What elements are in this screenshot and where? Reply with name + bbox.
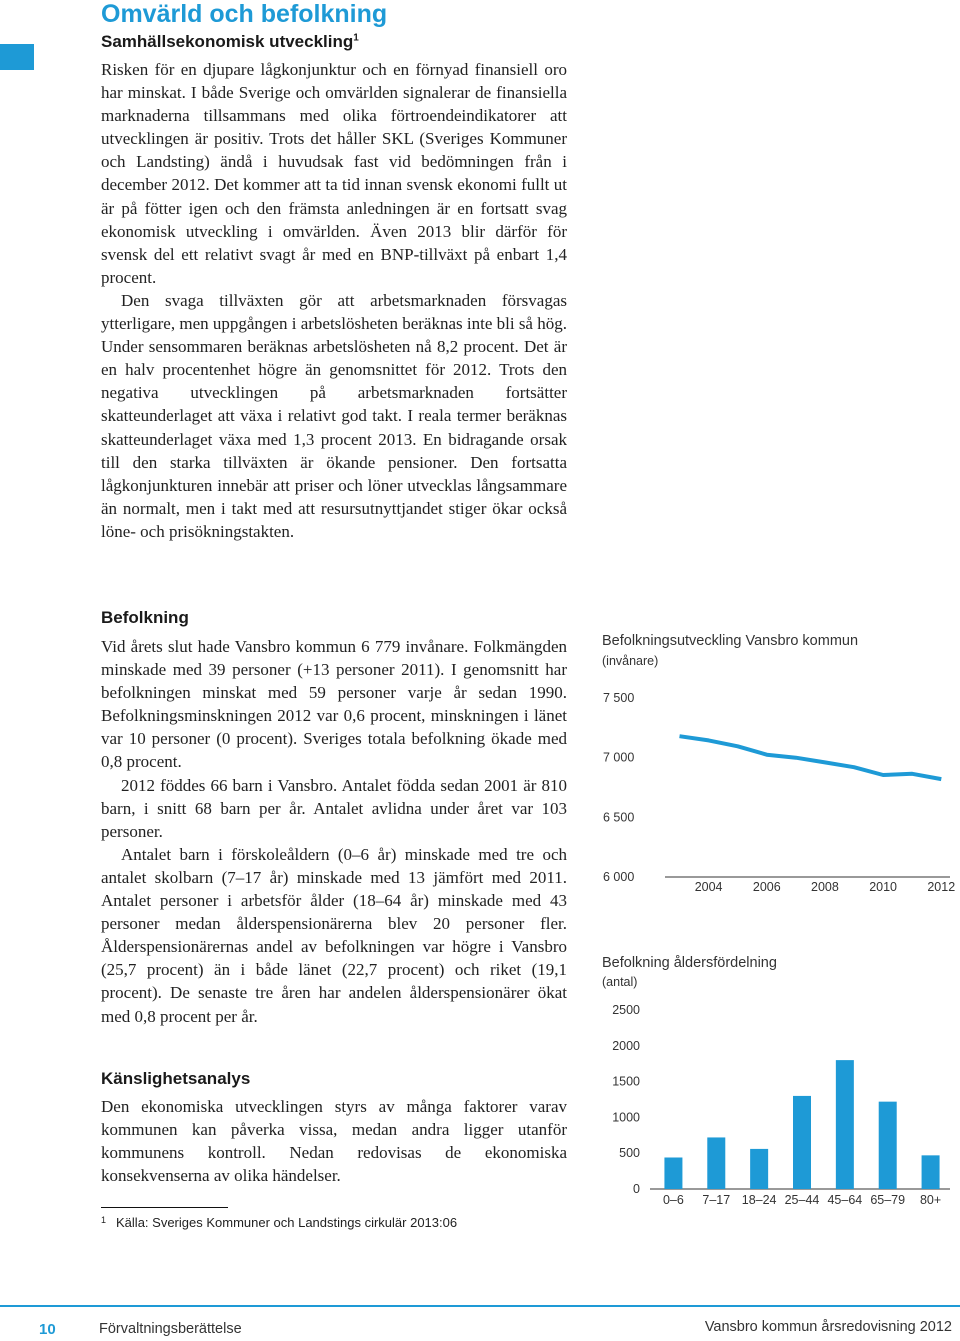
x-tick-label: 2008 bbox=[811, 880, 839, 894]
bar-2 bbox=[707, 1137, 725, 1189]
bar-chart-title: Befolkning åldersfördelning bbox=[602, 955, 777, 971]
footnote bbox=[101, 1215, 457, 1230]
y-tick-label: 1000 bbox=[612, 1110, 640, 1125]
footer-publication: Vansbro kommun årsredovisning 2012 bbox=[704, 1319, 952, 1335]
population-paragraph-3: Antalet barn i förskoleåldern (0–6 år) minskade med tre och antalet skolbarn (7–17 år) minskade med 13 jämfört med 2011. Antalet personer i arbetsför ålder (18–64 år) minskade med 43 personer medan ålderspensionärerna blev 20 personer fler. Ålderspensionärernas andel av befolkningen var högre i Vansbro (25,7 procent) än i både länet (22,7 procent) och riket (19,1 procent). De senaste tre åren har andelen ålderspensionärer ökat med 0,8 procent per år. bbox=[101, 844, 567, 1026]
accent-block bbox=[0, 44, 34, 70]
sensitivity-section-title: Känslighetsanalys bbox=[101, 1069, 251, 1088]
y-tick-label: 6 500 bbox=[603, 810, 635, 825]
page-heading: Omvärld och befolkning bbox=[101, 0, 388, 28]
line-chart-subtitle: (invånare) bbox=[602, 654, 659, 668]
bar-3 bbox=[750, 1149, 768, 1189]
population-section-body bbox=[101, 635, 567, 1028]
economy-paragraph-1: Risken för en djupare lågkonjunktur och en förnyad finansiell oro har minskat. I både Sverige och omvärlden signalerar de finansiella marknaderna tillsammans med olika förtroendeindikatorer att utvecklingen är positiv. Trots det håller SKL (Sveriges Kommuner och Landsting) ändå i huvudsak fast vid bedömningen från i december 2012. Det kommer att ta tid innan svensk ekonomi fullt ut är på fötter igen och den främsta anledningen är en fortsatt svag ekonomisk utveckling i omvärlden. Även 2013 blir därför för svensk del ett relativt svagt år med en BNP-tillväxt på enbart 1,4 procent. bbox=[101, 60, 567, 287]
population-series-line bbox=[680, 736, 942, 779]
footnote-rule bbox=[101, 1207, 228, 1208]
sensitivity-section-body bbox=[101, 1095, 567, 1187]
y-tick-label: 7 000 bbox=[603, 750, 635, 765]
footer-section: Förvaltningsberättelse bbox=[99, 1321, 242, 1337]
footnote-number: 1 bbox=[101, 1215, 107, 1225]
y-tick-label: 7 500 bbox=[603, 691, 635, 705]
x-tick-label: 80+ bbox=[919, 1193, 942, 1207]
x-tick-label: 45–64 bbox=[827, 1193, 863, 1207]
x-tick-label: 2006 bbox=[752, 880, 781, 894]
age-distribution-bar-chart bbox=[595, 1000, 960, 1215]
x-tick-label: 0–6 bbox=[662, 1193, 684, 1207]
bar-7 bbox=[922, 1155, 940, 1189]
economy-paragraph-2: Den svaga tillväxten gör att arbetsmarknaden försvagas ytterligare, men uppgången i arbetslösheten beräknas inte bli så hög. Under sensommaren beräknas arbetslösheten nå 8,2 procent. Det är en halv procentenhet högre än genomsnittet för 2012. Trots den negativa utvecklingen på arbetsmarknaden fortsätter skatteunderlaget att växa i relativt god takt. I reala termer beräknas skatteunderlaget växa med 1,3 procent 2013. En bidragande orsak till den starka tillväxten är ökande pensioner. Den fortsatta lågkonjunkturen innebär att priser och löner utvecklas långsammare än normalt, men i takt med att resursutnyttjandet stiger ökar också löne- och prisökningstakten. bbox=[101, 290, 567, 541]
y-tick-label: 1500 bbox=[612, 1074, 640, 1089]
population-paragraph-2: 2012 föddes 66 barn i Vansbro. Antalet födda sedan 2001 är 810 barn, i snitt 68 barn per år. Antalet avlidna under året var 103 personer. bbox=[101, 775, 567, 841]
x-tick-label: 2004 bbox=[694, 880, 723, 894]
bar-5 bbox=[836, 1060, 854, 1189]
economy-section-body bbox=[101, 58, 567, 543]
population-section-title: Befolkning bbox=[101, 608, 189, 627]
bar-chart-subtitle: (antal) bbox=[602, 975, 638, 989]
footer-bar bbox=[0, 1305, 960, 1307]
y-tick-label: 2000 bbox=[612, 1038, 640, 1053]
footnote-ref: 1 bbox=[353, 32, 359, 44]
bar-4 bbox=[793, 1096, 811, 1189]
x-tick-label: 65–79 bbox=[870, 1193, 906, 1207]
population-line-chart bbox=[595, 680, 960, 900]
y-tick-label: 2500 bbox=[612, 1003, 640, 1017]
x-tick-label: 2010 bbox=[869, 880, 898, 894]
y-tick-label: 500 bbox=[619, 1146, 640, 1161]
bar-1 bbox=[664, 1157, 682, 1189]
bar-6 bbox=[879, 1102, 897, 1189]
footnote-text: Källa: Sveriges Kommuner och Landstings cirkulär 2013:06 bbox=[116, 1215, 458, 1230]
sensitivity-paragraph-1: Den ekonomiska utvecklingen styrs av många faktorer varav kommunen kan påverka vissa, medan andra ligger utanför kommunens kontroll. Nedan redovisas de ekonomiska konsekvenserna av olika händelser. bbox=[101, 1097, 567, 1186]
population-paragraph-1: Vid årets slut hade Vansbro kommun 6 779 invånare. Folkmängden minskade med 39 personer (+13 personer 2011). I genomsnitt har befolkningen minskat med 59 personer varje år sedan 1990. Befolkningsminskningen 2012 var 0,6 procent, minskningen i länet var 10 personer (0 procent). Sveriges totala befolkning ökade med 0,8 procent. bbox=[101, 637, 567, 772]
line-chart-title: Befolkningsutveckling Vansbro kommun bbox=[602, 633, 859, 649]
x-tick-label: 7–17 bbox=[702, 1193, 731, 1207]
x-tick-label: 25–44 bbox=[784, 1193, 820, 1207]
x-tick-label: 2012 bbox=[927, 880, 956, 894]
economy-section-title: Samhällsekonomisk utveckling$^1$ bbox=[101, 32, 359, 51]
x-tick-label: 18–24 bbox=[741, 1193, 777, 1207]
y-tick-label: 6 000 bbox=[603, 870, 635, 884]
page-number: 10 bbox=[39, 1321, 56, 1338]
y-tick-label: 0 bbox=[633, 1182, 640, 1196]
